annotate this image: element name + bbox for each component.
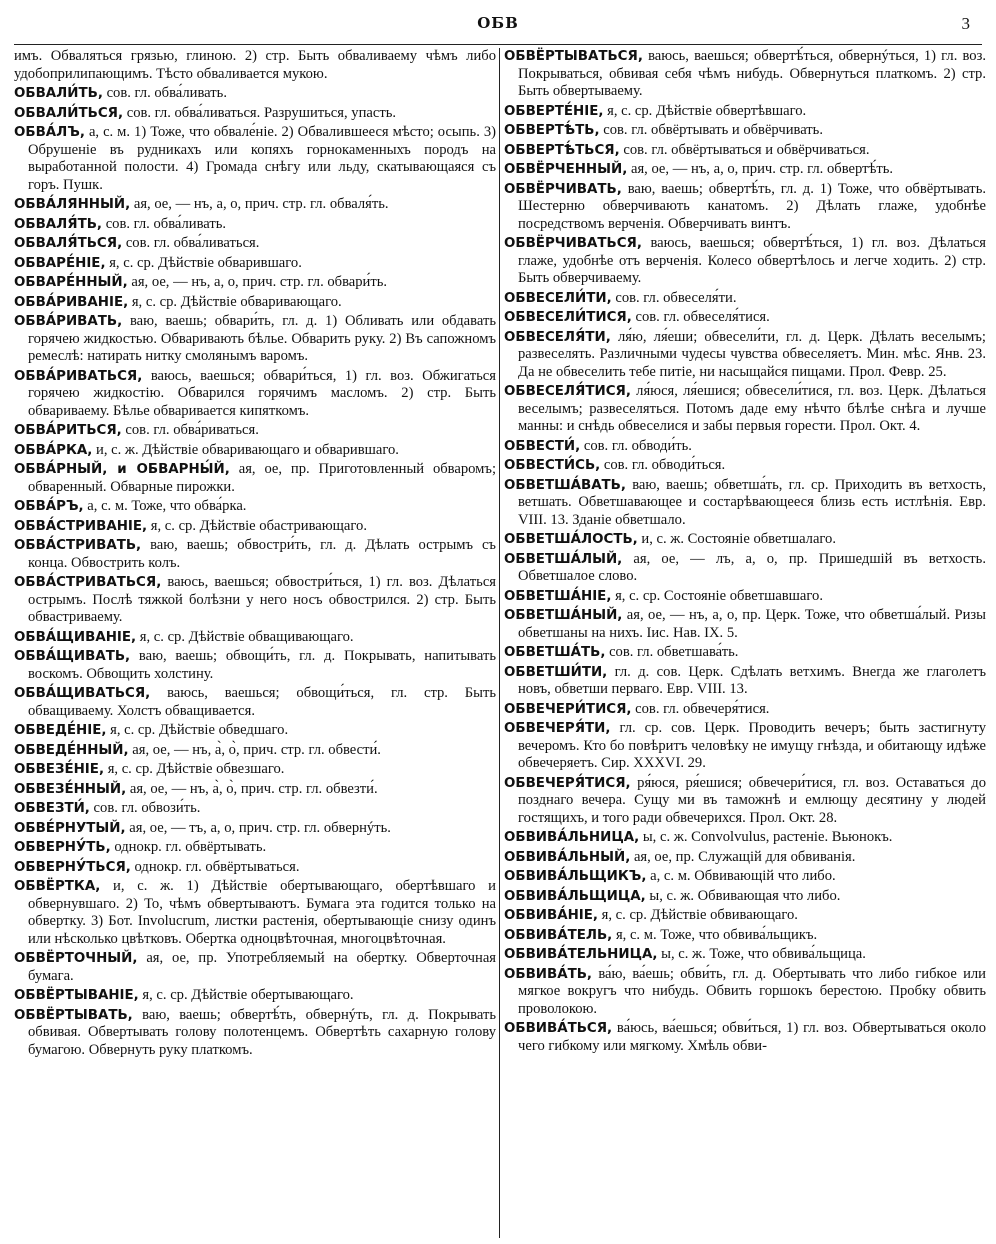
dictionary-entry <box>504 927 986 945</box>
page-header <box>0 14 996 36</box>
dictionary-entry <box>14 781 496 799</box>
entry-definition: сов. гл. обвеселя́ти. <box>615 289 737 306</box>
entry-headword: ОБВА́ЩИВАТЬ, <box>14 649 131 664</box>
entry-headword: ОБВА́ЩИВАТЬСЯ, <box>14 686 151 701</box>
dictionary-entry <box>14 196 496 214</box>
entry-headword: ОБВАЛИ́ТЬ, <box>14 86 103 101</box>
entry-headword: ОБВЕЗЕ́ННЫЙ, <box>14 781 127 797</box>
entry-headword: ОБВЕТШИ́ТИ, <box>504 664 608 680</box>
entry-headword: ОБВИВА́ТЬСЯ, <box>504 1021 613 1036</box>
dictionary-entry <box>14 461 496 496</box>
entry-headword: ОБВА́ЛЪ, <box>14 125 85 140</box>
entry-definition: однокр. гл. обвёртывать. <box>114 839 267 855</box>
entry-definition: ваю, ваешь; обветша́ть, гл. ср. Приходить въ ветхость, ветшать. Обветшавающее и состарѣвающееся близь есть истлѣнія. Евр. VIII. 13. Зданіе обветшало. <box>518 476 986 528</box>
entry-definition: я, с. ср. Дѣйствіе обвивающаго. <box>601 907 798 923</box>
entry-headword: ОБВЕТША́ЛОСТЬ, <box>504 532 638 547</box>
entry-definition: ваюсь, ваешься; обвари́ться, 1) гл. воз. Обжигаться горячею жидкостію. Обварился горячимъ масломъ. 2) стр. Быть обвариваему. Бѣлье обваривается кипяткомъ. <box>28 367 496 419</box>
dictionary-entry <box>504 868 986 886</box>
dictionary-entry <box>504 588 986 606</box>
entry-definition: ваю, ваешь; обвари́ть, гл. д. 1) Обливать или обдавать горячею жидкостью. Обваривають бѣлье. Обварить руку. 2) Въ сапожномъ ремеслѣ: натирать нитку смолянымъ варомъ. <box>28 313 496 364</box>
entry-headword: ОБВЕСЕЛИ́ТИСЯ, <box>504 310 632 325</box>
entry-headword: ОБВЁРТОЧНЫЙ, <box>14 951 138 966</box>
dictionary-entry <box>14 800 496 818</box>
entry-headword: ОБВАЛЯ́ТЬСЯ, <box>14 236 123 251</box>
entry-headword: ОБВЕРНУ́ТЬ, <box>14 840 111 855</box>
dictionary-entry <box>504 607 986 642</box>
entry-definition: ая, ое, — лъ, а, о, пр. Пришедшій въ ветхость. Обветшалое слово. <box>518 550 986 584</box>
entry-definition: сов. гл. обветшава́ть. <box>609 644 739 660</box>
dictionary-entry <box>14 742 496 760</box>
entry-headword: ОБВЕДЕ́НІЕ, <box>14 723 107 738</box>
dictionary-entry <box>14 422 496 440</box>
entry-definition: ваюсь, ваешься; обвертѣ́ться, 1) гл. воз. Дѣлаться глаже, удобнѣе отъ верченія. Колесо обвертѣлось и легче ходить. 2) стр. Быть обверчиваему. <box>518 235 986 286</box>
dictionary-entry <box>504 383 986 436</box>
entry-headword: ОБВИВА́ТЕЛЬ, <box>504 927 613 943</box>
dictionary-entry <box>14 629 496 647</box>
entry-definition: однокр. гл. обвёртываться. <box>134 858 300 875</box>
dictionary-entry <box>504 849 986 867</box>
dictionary-entry <box>14 761 496 779</box>
dictionary-entry <box>504 48 986 101</box>
entry-definition: ваю, ваешь; обвертѣ́ть, обвернýть, гл. д. Покрывать обвивая. Обвертывать голову полотенцемъ. Обвертѣть сахарную голову бумагою. Обвернуть руку платкомъ. <box>28 1006 496 1058</box>
dictionary-entry <box>504 103 986 121</box>
entry-definition: ваю, ваешь; обвощи́ть, гл. д. Покрывать, напитывать воскомъ. Обвощить холстину. <box>28 648 496 682</box>
entry-definition: и, с. ж. Состояніе обветшалаго. <box>641 531 836 547</box>
dictionary-entry <box>504 290 986 308</box>
dictionary-entry <box>14 685 496 720</box>
header-rule <box>14 44 982 45</box>
entry-definition: а, с. м. Обвивающій что либо. <box>650 868 836 884</box>
dictionary-entry <box>504 235 986 288</box>
entry-definition: а, с. м. Тоже, что обва́рка. <box>87 498 247 514</box>
entry-headword: ОБВАРЕ́ННЫЙ, <box>14 275 128 290</box>
entry-headword: ОБВЕЗЕ́НІЕ, <box>14 762 105 777</box>
entry-definition: ваю, ваешь; обвостри́ть, гл. д. Дѣлать острымъ съ конца. Обвострить колъ. <box>28 537 496 571</box>
dictionary-entry <box>504 181 986 234</box>
dictionary-entry <box>14 313 496 366</box>
entry-headword: ОБВЕСЕЛИ́ТИ, <box>504 290 612 306</box>
entry-definition: я, с. ср. Состояніе обветшавшаго. <box>615 587 823 604</box>
entry-headword: ОБВЕЧЕРЯ́ТИСЯ, <box>504 775 631 791</box>
dictionary-entry <box>14 950 496 985</box>
entry-headword: ОБВЁРТКА, <box>14 879 101 894</box>
dictionary-entry <box>14 216 496 234</box>
dictionary-entry <box>14 105 496 123</box>
entry-definition: сов. гл. обвёртывать и обвёрчивать. <box>603 122 823 138</box>
right-column <box>504 48 986 1057</box>
entry-headword: ОБВЁРТЫВАТЬСЯ, <box>504 49 643 64</box>
entry-headword: ОБВА́СТРИВАТЬСЯ, <box>14 575 162 590</box>
entry-headword: ОБВАЛЯ́ТЬ, <box>14 216 103 232</box>
dictionary-entry <box>504 946 986 964</box>
entry-definition: ая, ое, — нъ, а, о, прич. стр. гл. обваля́ть. <box>133 196 389 212</box>
entry-definition: и, с. ж. Дѣйствіе обваривающаго и обварившаго. <box>96 441 399 458</box>
entry-definition: а, с. м. 1) Тоже, что обвале́ніе. 2) Обвалившееся мѣсто; осыпь. 3) Обрушеніе въ рудникахъ или копяхъ горнокаменныхъ породъ на выработанной полости. 4) Громада снѣгу или льду, скатывающаяся съ горъ. Пушк. <box>28 124 496 193</box>
entry-headword: ОБВА́РИВАНІЕ, <box>14 294 129 310</box>
entry-definition: ая, ое, — нъ, а, о, прич. стр. гл. обвари́ть. <box>131 274 388 290</box>
entry-definition: я, с. ср. Дѣйствіе обастривающаго. <box>150 517 367 534</box>
entry-headword: ОБВА́РКА, <box>14 442 93 458</box>
dictionary-entry <box>504 142 986 160</box>
dictionary-entry <box>504 551 986 586</box>
entry-definition: я, с. ср. Дѣйствіе обертывающаго. <box>142 987 354 1003</box>
entry-headword: ОБВА́ЛЯННЫЙ, <box>14 197 131 212</box>
entry-headword: ОБВА́РИВАТЬСЯ, <box>14 368 143 384</box>
entry-definition: сов. гл. обва́ливаться. Разрушиться, упасть. <box>126 104 397 121</box>
dictionary-entry <box>14 537 496 572</box>
entry-definition: ря́юся, ря́ешися; обвечери́тися, гл. воз. Оставаться до позднаго вечера. Сущу ми въ таможнѣ и емлющу десятину у людей гостящихъ, и того ради обвечерихся. Прол. Окт. 28. <box>518 774 986 826</box>
entry-headword: ОБВЁРТЫВАНІЕ, <box>14 988 139 1003</box>
dictionary-entry <box>504 161 986 179</box>
entry-definition: сов. гл. обва́ливать. <box>106 85 227 101</box>
entry-definition: ая, ое, — тъ, а, о, прич. стр. гл. обвернýть. <box>129 819 391 836</box>
entry-headword: ОБВЕТША́ТЬ, <box>504 645 606 660</box>
entry-definition: ы, с. ж. Тоже, что обвива́льщица. <box>661 946 866 962</box>
entry-definition: я, с. ср. Дѣйствіе обващивающаго. <box>139 628 354 645</box>
entry-definition: и, с. ж. 1) Дѣйствіе обертывающаго, обертѣвшаго и обвернувшаго. 2) То, чѣмъ обвертываютъ. Бумага эта годится только на обвертку. 3) Бот. Involucrum, листки растенія, обертывающіе снизу одинъ или нѣсколько цвѣтковъ. Обертка одноцвѣточная, многоцвѣточная. <box>28 878 496 947</box>
dictionary-entry <box>14 839 496 857</box>
entry-headword: ОБВАЛИ́ТЬСЯ, <box>14 105 124 121</box>
entry-headword: ОБВИВА́ЛЬЩИЦА, <box>504 888 646 904</box>
entry-definition: ля́ю, ля́еши; обвесели́ти, гл. д. Церк. Дѣлать веселымъ; развеселять. Различными чудесы чувства обвеселяетъ. Мин. мѣс. Янв. 23. Да не обвеселить тебе питіе, ни насыщайся пищами. Прол. Февр. 25. <box>518 328 986 380</box>
dictionary-entry <box>14 722 496 740</box>
entry-headword: ОБВЕТША́ВАТЬ, <box>504 477 626 493</box>
entry-definition: я, с. ср. Дѣйствіе обварившаго. <box>109 254 302 271</box>
dictionary-entry <box>504 907 986 925</box>
entry-headword: ОБВЕДЕ́ННЫЙ, <box>14 742 129 758</box>
dictionary-entry <box>14 368 496 421</box>
entry-headword: ОБВАРЕ́НІЕ, <box>14 255 106 271</box>
entry-headword: ОБВЁРТЫВАТЬ, <box>14 1007 133 1023</box>
entry-headword: ОБВЕСТИ́СЬ, <box>504 458 601 473</box>
entry-definition: ваюсь, ваешься; обвертѣ́ться, обвернýться, 1) гл. воз. Покрываться, обвивая себя чѣмъ нибудь. Обвернуться платкомъ. 2) стр. Быть обвертываему. <box>518 48 986 99</box>
entry-headword: ОБВЕТША́НЫЙ, <box>504 608 623 623</box>
entry-headword: ОБВА́РЪ, <box>14 499 84 514</box>
entry-headword: ОБВА́СТРИВАНІЕ, <box>14 518 148 534</box>
entry-definition: сов. гл. обвечеря́тися. <box>635 700 770 717</box>
entry-definition: я, с. ср. Дѣйствіе обвертѣвшаго. <box>607 102 807 119</box>
entry-definition: ая, ое, — нъ, а̀, о̀, прич. стр. гл. обвезти́. <box>129 780 378 797</box>
entry-definition: сов. гл. обвози́ть. <box>93 800 201 816</box>
entry-definition: ая, ое, пр. Употребляемый на обертку. Обверточная бумага. <box>28 950 497 984</box>
dictionary-entry <box>504 888 986 906</box>
left-column <box>14 48 496 1061</box>
dictionary-entry <box>504 329 986 382</box>
dictionary-entry <box>14 48 496 83</box>
dictionary-entry <box>504 122 986 140</box>
entry-headword: ОБВЁРЧЕННЫЙ, <box>504 162 628 177</box>
entry-headword: ОБВЕЗТИ́, <box>14 801 90 816</box>
dictionary-entry <box>14 648 496 683</box>
entry-headword: ОБВЕЧЕРИ́ТИСЯ, <box>504 701 632 717</box>
entry-headword: ОБВА́СТРИВАТЬ, <box>14 538 142 553</box>
entry-headword: ОБВЕТША́НІЕ, <box>504 588 612 604</box>
entry-definition: я, с. м. Тоже, что обвива́льщикъ. <box>615 926 818 943</box>
dictionary-entry <box>14 442 496 460</box>
entry-headword: ОБВЕРТѢ́ТЬСЯ, <box>504 142 620 158</box>
entry-definition: ая, ое, — нъ, а, о, прич. стр. гл. обвертѣ́ть. <box>630 161 894 177</box>
entry-headword: ОБВЕРТѢ́ТЬ, <box>504 123 600 138</box>
dictionary-entry <box>504 1020 986 1055</box>
dictionary-entry <box>14 518 496 536</box>
entry-definition: ваю, ваешь; обвертѣ́ть, гл. д. 1) Тоже, что обвёртывать. Шестерню обверчивають канатомъ. 2) Дѣлать глаже, удобнѣе посредствомъ верченія. Обверчивать винтъ. <box>518 180 986 232</box>
entry-definition: гл. д. сов. Церк. Сдѣлать ветхимъ. Внегда же глаголетъ новъ, обветши перваго. Евр. VIII. 13. <box>518 663 986 697</box>
entry-headword: ОБВИВА́ЛЬЩИКЪ, <box>504 869 647 884</box>
dictionary-entry <box>504 644 986 662</box>
dictionary-entry <box>504 701 986 719</box>
entry-definition: ваюсь, ваешься; обвостри́ться, 1) гл. воз. Дѣлаться острымъ. Послѣ тяжкой болѣзни у него носъ обвострился. 2) стр. Быть обвастриваему. <box>28 574 497 625</box>
entry-definition: ая, ое, пр. Приготовленный обваромъ; обваренный. Обварные пирожки. <box>28 461 497 495</box>
entry-definition: сов. гл. обводи́ть. <box>583 437 692 454</box>
entry-definition: ая, ое, — нъ, а, о, пр. Церк. Тоже, что обветша́лый. Ризы обветшаны на нихъ. Іис. Нав. IX. 5. <box>518 607 986 641</box>
entry-definition: ва́ю, ва́ешь; обви́ть, гл. д. Обертывать что либо гибкое или мягкое вокругъ что нибудь. Обвить горшокъ берестою. Пробку обвить проволокою. <box>518 965 986 1017</box>
entry-headword: ОБВЕСЕЛЯ́ТИ, <box>504 329 611 345</box>
dictionary-entry <box>504 477 986 530</box>
entry-definition: сов. гл. обвёртываться и обвёрчиваться. <box>623 141 870 158</box>
entry-headword: ОБВИВА́ЛЬНЫЙ, <box>504 849 631 865</box>
entry-headword: ОБВИВА́ТЕЛЬНИЦА, <box>504 947 658 962</box>
entry-definition: сов. гл. обва́риваться. <box>125 422 259 438</box>
dictionary-entry <box>14 574 496 627</box>
dictionary-entry <box>504 309 986 327</box>
entry-headword: ОБВА́РИТЬСЯ, <box>14 423 122 438</box>
entry-headword: ОБВИВА́НІЕ, <box>504 908 598 923</box>
entry-definition: ва́юсь, ва́ешься; обви́ться, 1) гл. воз. Обвертываться около чего гибкому или мягкому. Хмѣль обви- <box>518 1020 986 1054</box>
entry-headword: ОБВА́РИВАТЬ, <box>14 314 123 329</box>
entry-headword: ОБВИВА́ТЬ, <box>504 966 593 982</box>
dictionary-entry <box>504 966 986 1019</box>
dictionary-entry <box>14 255 496 273</box>
entry-headword: ОБВЁРЧИВАТЬ, <box>504 181 622 197</box>
entry-definition: сов. гл. обва́ливаться. <box>125 235 260 251</box>
dictionary-entry <box>504 438 986 456</box>
dictionary-entry <box>14 235 496 253</box>
dictionary-entry <box>14 1007 496 1060</box>
entry-definition: я, с. ср. Дѣйствіе обведшаго. <box>110 722 289 738</box>
dictionary-entry <box>14 85 496 103</box>
column-divider <box>499 48 500 1238</box>
entry-headword: ОБВИВА́ЛЬНИЦА, <box>504 830 640 845</box>
entry-definition: гл. ср. сов. Церк. Проводить вечеръ; быть застигнуту вечеромъ. Кто бо повѣритъ человѣку не имущу гнѣзда, и обитающу идѣже обвечеряетъ. Сир. XXXVI. 29. <box>518 720 986 771</box>
dictionary-entry <box>14 124 496 194</box>
dictionary-entry <box>504 775 986 828</box>
entry-headword: ОБВЕЧЕРЯ́ТИ, <box>504 721 611 736</box>
entry-definition: ая, ое, пр. Служащій для обвиванія. <box>633 848 856 865</box>
dictionary-entry <box>504 457 986 475</box>
entry-definition: сов. гл. обва́ливать. <box>105 215 227 232</box>
dictionary-entry <box>504 829 986 847</box>
entry-definition: ы, с. ж. Обвивающая что либо. <box>649 887 841 904</box>
entry-headword: ОБВЕ́РНУТЫЙ, <box>14 820 126 836</box>
entry-definition: сов. гл. обвеселя́тися. <box>635 309 770 325</box>
page-number: 3 <box>961 14 970 33</box>
dictionary-entry <box>14 987 496 1005</box>
dictionary-entry <box>14 294 496 312</box>
dictionary-entry <box>14 859 496 877</box>
dictionary-entry <box>14 274 496 292</box>
entry-headword: ОБВЕСТИ́, <box>504 438 581 454</box>
entry-headword: ОБВЕРТЕ́НІЕ, <box>504 103 604 119</box>
dictionary-entry <box>504 531 986 549</box>
dictionary-entry <box>504 720 986 773</box>
entry-headword: ОБВЕТША́ЛЫЙ, <box>504 551 623 567</box>
entry-definition: я, с. ср. Дѣйствіе обваривающаго. <box>131 293 342 310</box>
entry-headword: ОБВЕРНУ́ТЬСЯ, <box>14 859 131 875</box>
dictionary-entry <box>14 498 496 516</box>
entry-definition: ы, с. ж. Convolvulus, растеніе. Вьюнокъ. <box>642 829 893 845</box>
entry-headword: ОБВА́ЩИВАНІЕ, <box>14 629 137 645</box>
entry-definition: сов. гл. обводи́ться. <box>603 457 726 473</box>
entry-definition: имъ. Обваляться грязью, глиною. 2) стр. Быть обваливаему чѣмъ либо удобоприлипающимъ. Тѣсто обваливается мукою. <box>14 48 496 82</box>
running-head: ОБВ <box>477 14 519 32</box>
entry-definition: ля́юся, ля́ешися; обвесели́тися, гл. воз. Церк. Дѣлаться веселымъ; развеселяться. Потомъ даде ему нѣчто бѣлѣе снѣга и лучше манны: и снѣдь обвеселися и забы первыя горести. Прол. Окт. 4. <box>518 383 986 434</box>
entry-definition: ая, ое, — нъ, а̀, о̀, прич. стр. гл. обвести́. <box>132 741 381 758</box>
entry-definition: ваюсь, ваешься; обвощи́ться, гл. стр. Быть обващиваему. Холстъ обващивается. <box>28 685 496 719</box>
entry-headword: ОБВЁРЧИВАТЬСЯ, <box>504 236 642 251</box>
dictionary-entry <box>14 820 496 838</box>
dictionary-entry <box>504 664 986 699</box>
entry-headword: ОБВА́РНЫЙ, и ОБВАРНЫ́Й, <box>14 462 230 477</box>
entry-headword: ОБВЕСЕЛЯ́ТИСЯ, <box>504 384 631 399</box>
entry-definition: я, с. ср. Дѣйствіе обвезшаго. <box>107 761 285 777</box>
dictionary-entry <box>14 878 496 948</box>
